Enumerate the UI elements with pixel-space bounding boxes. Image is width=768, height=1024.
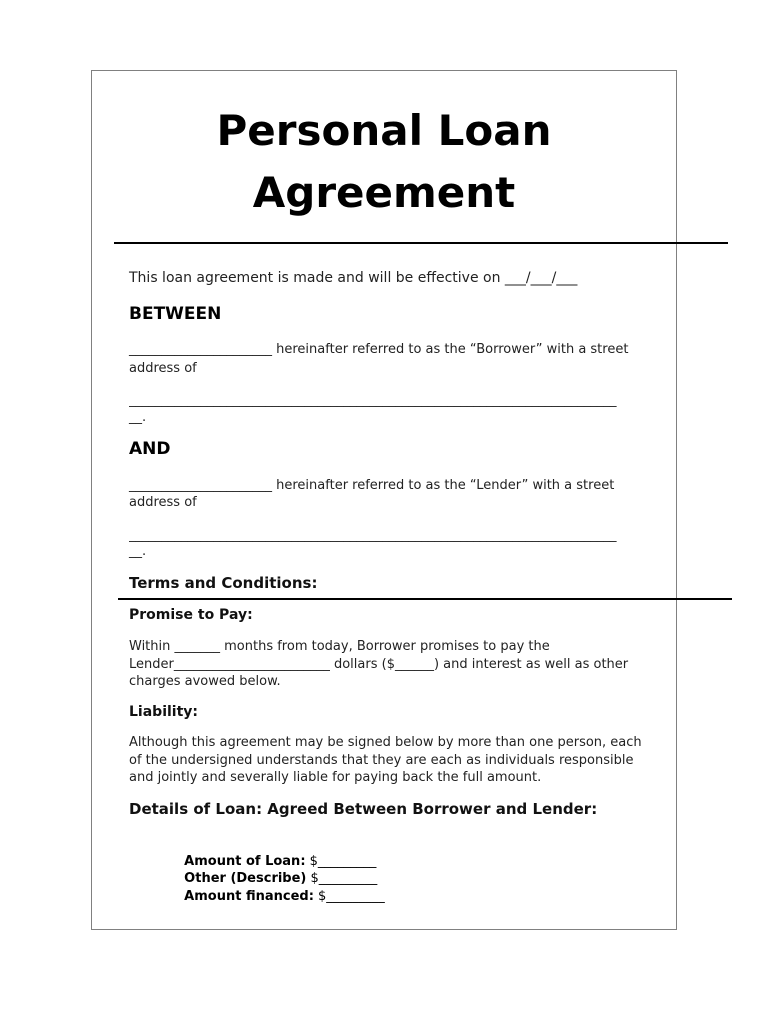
detail-blank: $_________ [305,854,377,869]
terms-divider [118,598,732,600]
promise-text-line-1: Within _______ months from today, Borrower promises to pay the [129,639,550,654]
lender-address-blank: ___________________________________________________________________________ [129,528,617,543]
document-title-line-1: Personal Loan [216,106,552,155]
lender-line: ______________________ hereinafter referred to as the “Lender” with a street [129,478,615,493]
and-heading: AND [129,439,171,459]
liability-heading: Liability: [129,704,199,720]
borrower-address-label: address of [129,361,197,376]
detail-label: Amount of Loan: [184,854,306,869]
details-heading: Details of Loan: Agreed Between Borrower and Lender: [129,800,598,818]
document-title-line-2: Agreement [252,168,516,217]
borrower-address-blank: ___________________________________________________________________________ [129,393,617,408]
detail-blank: $_________ [313,889,385,904]
title-divider [114,242,728,244]
lender-address-label: address of [129,495,197,510]
detail-blank: $_________ [306,871,378,886]
liability-text-line-3: and jointly and severally liable for paying back the full amount. [129,770,542,785]
borrower-line: ______________________ hereinafter referred to as the “Borrower” with a street [129,342,629,357]
lender-address-end: __. [129,544,147,559]
detail-label: Other (Describe) [184,871,307,886]
intro-text: This loan agreement is made and will be effective on ___/___/___ [129,270,578,286]
terms-heading: Terms and Conditions: [129,574,318,592]
promise-text-line-3: charges avowed below. [129,674,281,689]
borrower-address-end: __. [129,410,147,425]
liability-text-line-1: Although this agreement may be signed below by more than one person, each [129,735,642,750]
between-heading: BETWEEN [129,304,222,324]
detail-label: Amount financed: [184,889,314,904]
liability-text-line-2: of the undersigned understands that they are each as individuals responsible [129,753,634,768]
promise-heading: Promise to Pay: [129,607,253,623]
promise-text-line-2: Lender________________________ dollars ($______) and interest as well as other [129,657,629,672]
detail-item [174,866,385,904]
